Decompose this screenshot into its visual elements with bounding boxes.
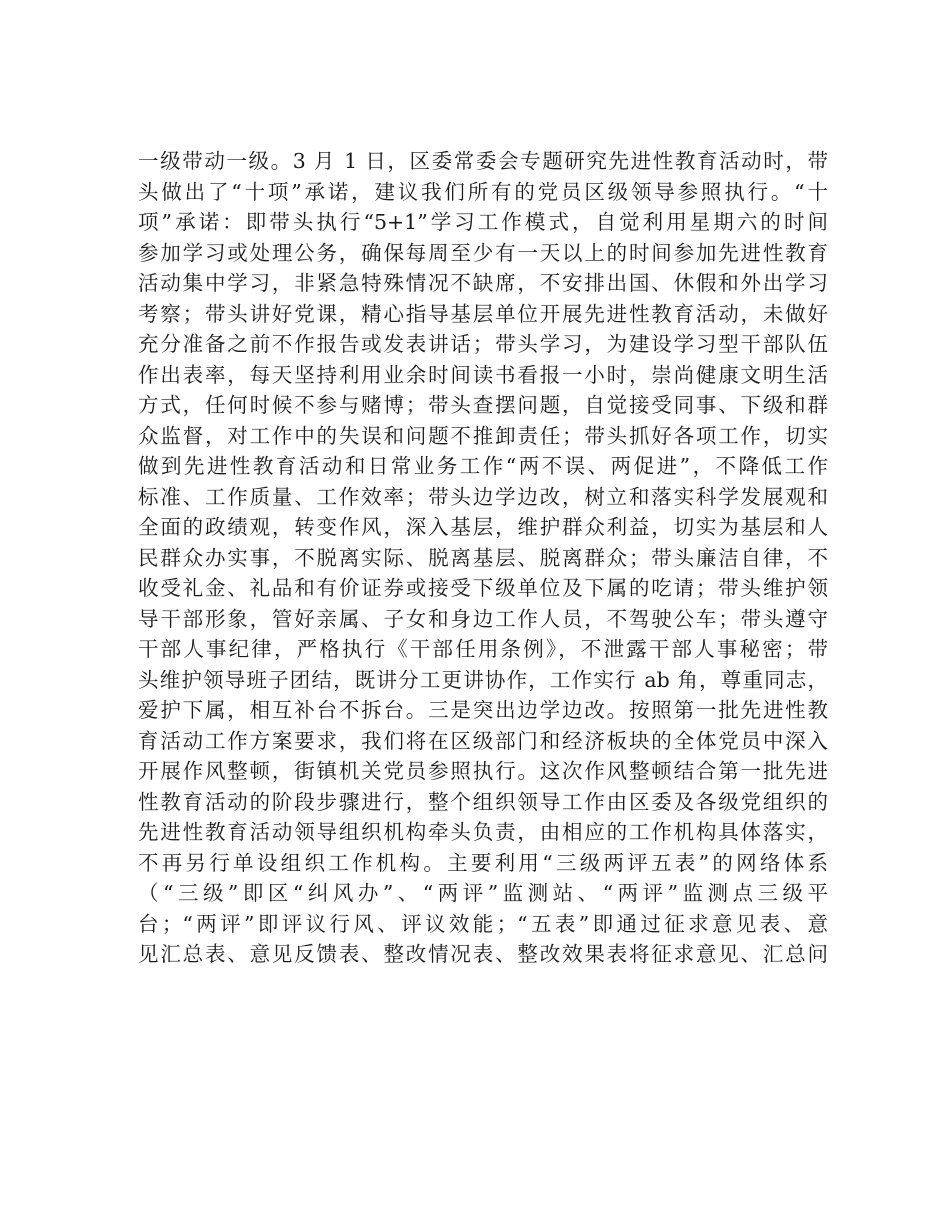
text-line-23: 先进性教育活动领导组织机构牵头负责，由相应的工作机构具体落实， (138, 820, 828, 844)
text-line-5: 活动集中学习，非紧急特殊情况不缺席，不安排出国、休假和外出学习 (138, 271, 828, 295)
text-line-3: 项”承诺：即带头执行“5+1”学习工作模式，自觉利用星期六的时间 (138, 210, 828, 234)
text-line-10: 众监督，对工作中的失误和问题不推卸责任；带头抓好各项工作，切实 (138, 423, 828, 448)
text-line-25: （“三级”即区“纠风办”、“两评”监测站、“两评”监测点三级平 (138, 881, 828, 905)
text-line-1: 一级带动一级。3 月 1 日，区委常委会专题研究先进性教育活动时，带 (138, 149, 828, 173)
text-line-16: 导干部形象，管好亲属、子女和身边工作人员，不驾驶公车；带头遵守 (138, 606, 828, 631)
text-line-9: 方式，任何时候不参与赌博；带头查摆问题，自觉接受同事、下级和群 (138, 393, 828, 417)
text-line-11: 做到先进性教育活动和日常业务工作“两不误、两促进”，不降低工作 (138, 454, 828, 478)
body-text (138, 146, 828, 970)
text-line-12: 标准、工作质量、工作效率；带头边学边改，树立和落实科学发展观和 (138, 484, 828, 509)
text-line-27: 见汇总表、意见反馈表、整改情况表、整改效果表将征求意见、汇总问 (138, 942, 828, 966)
text-line-4: 参加学习或处理公务，确保每周至少有一天以上的时间参加先进性教育 (138, 240, 828, 265)
text-line-19: 爱护下属，相互补台不拆台。三是突出边学边改。按照第一批先进性教 (138, 698, 828, 722)
text-line-8: 作出表率，每天坚持利用业余时间读书看报一小时，崇尚健康文明生活 (138, 362, 828, 387)
text-line-24: 不再另行单设组织工作机构。主要利用“三级两评五表”的网络体系 (138, 850, 828, 875)
text-line-7: 充分准备之前不作报告或发表讲话；带头学习，为建设学习型干部队伍 (138, 332, 828, 356)
text-line-13: 全面的政绩观，转变作风，深入基层，维护群众利益，切实为基层和人 (138, 515, 828, 539)
text-line-21: 开展作风整顿，街镇机关党员参照执行。这次作风整顿结合第一批先进 (138, 759, 828, 783)
text-line-20: 育活动工作方案要求，我们将在区级部门和经济板块的全体党员中深入 (138, 728, 828, 753)
text-line-2: 头做出了“十项”承诺，建议我们所有的党员区级领导参照执行。“十 (138, 179, 828, 204)
text-line-18: 头维护领导班子团结，既讲分工更讲协作，工作实行 ab 角，尊重同志， (138, 667, 828, 692)
text-line-26: 台；“两评”即评议行风、评议效能；“五表”即通过征求意见表、意 (138, 911, 828, 936)
text-line-15: 收受礼金、礼品和有价证券或接受下级单位及下属的吃请；带头维护领 (138, 576, 828, 600)
text-line-14: 民群众办实事，不脱离实际、脱离基层、脱离群众；带头廉洁自律，不 (138, 545, 828, 570)
text-line-17: 干部人事纪律，严格执行《干部任用条例》，不泄露干部人事秘密；带 (138, 637, 828, 661)
text-line-6: 考察；带头讲好党课，精心指导基层单位开展先进性教育活动，未做好 (138, 301, 828, 326)
text-line-22: 性教育活动的阶段步骤进行，整个组织领导工作由区委及各级党组织的 (138, 789, 828, 814)
